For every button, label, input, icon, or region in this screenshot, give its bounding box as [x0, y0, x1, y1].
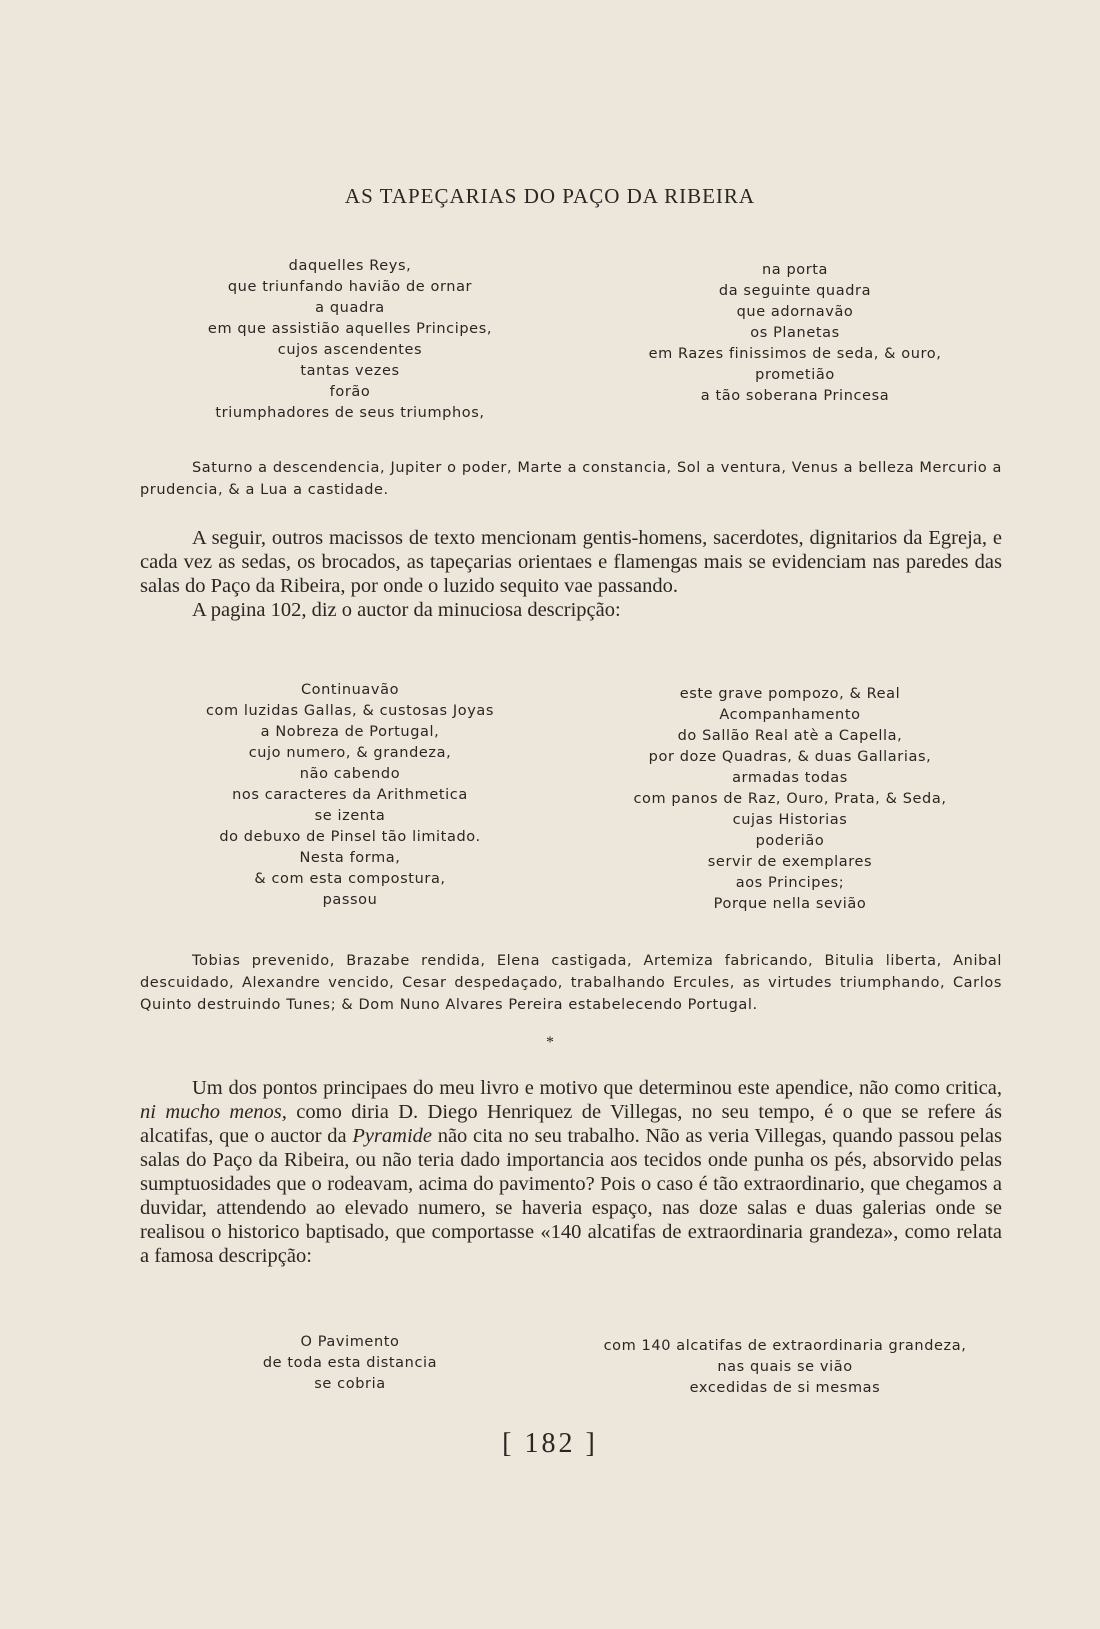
verse-line: cujas Historias	[732, 812, 848, 828]
verse-line: com luzidas Gallas, & custosas Joyas	[205, 703, 495, 719]
verse-line: a Nobreza de Portugal,	[260, 724, 440, 740]
verse-line: em Razes finissimos de seda, & ouro,	[648, 346, 942, 362]
verse-line: Acompanhamento	[719, 707, 861, 723]
body-text-1	[140, 526, 1002, 622]
verse-line: Continuavão	[300, 682, 400, 698]
verse-line: aos Principes;	[735, 875, 845, 891]
verse-line: que adornavão	[736, 304, 854, 320]
verse-line: nas quais se vião	[717, 1359, 853, 1375]
verse-line: poderião	[755, 833, 825, 849]
verse-line: & com esta compostura,	[254, 871, 446, 887]
paragraph-tapestry-histories: Tobias prevenido, Brazabe rendida, Elena castigada, Artemiza fabricando, Bitulia liberta, Anibal descuidado, Alexandre vencido, Cesar despedaçado, trabalhando Ercules, as virtudes triumphando, Carlos Quinto destruindo Tunes; & Dom Nuno Alvares Pereira estabelecendo Portugal.	[140, 953, 1002, 1013]
verse-line: forão	[329, 384, 371, 400]
verse-line: por doze Quadras, & duas Gallarias,	[648, 749, 932, 765]
verse-block-2-right	[600, 684, 980, 915]
verse-line: prometião	[755, 367, 835, 383]
verse-line: excedidas de si mesmas	[689, 1380, 881, 1396]
body-text-2	[140, 1076, 1002, 1268]
verse-line: se izenta	[314, 808, 386, 824]
verse-line: Porque nella sevião	[713, 896, 867, 912]
section-separator: *	[546, 1034, 554, 1051]
verse-line: na porta	[761, 262, 829, 278]
paragraph-planets: Saturno a descendencia, Jupiter o poder, Marte a constancia, Sol a ventura, Venus a belleza Mercurio a prudencia, & a Lua a castidade.	[140, 460, 1002, 498]
verse-line: O Pavimento	[300, 1334, 400, 1350]
verse-line: Nesta forma,	[299, 850, 401, 866]
verse-line: triumphadores de seus triumphos,	[215, 405, 485, 421]
verse-line: do debuxo de Pinsel tão limitado.	[219, 829, 481, 845]
verse-line: de toda esta distancia	[262, 1355, 438, 1371]
verse-line: que triunfando havião de ornar	[227, 279, 473, 295]
verse-line: a quadra	[315, 300, 385, 316]
verse-line: com panos de Raz, Ouro, Prata, & Seda,	[633, 791, 947, 807]
paragraph-macissos: A seguir, outros macissos de texto mencionam gentis-homens, sacerdotes, dignitarios da Egreja, e cada vez as sedas, os brocados, as tapeçarias orientaes e flamengas mais se evidenciam nas paredes das salas do Paço da Ribeira, por onde o luzido sequito vae passando.	[140, 527, 1002, 597]
verse-line: este grave pompozo, & Real	[679, 686, 901, 702]
verse-block-1-right	[615, 260, 975, 407]
verse-block-3-left	[170, 1332, 530, 1395]
verse-line: servir de exemplares	[707, 854, 873, 870]
verse-line: nos caracteres da Arithmetica	[232, 787, 468, 803]
verse-line: tantas vezes	[300, 363, 400, 379]
page-number: [ 182 ]	[502, 1428, 598, 1459]
verse-line: cujo numero, & grandeza,	[248, 745, 452, 761]
verse-line: em que assistião aquelles Principes,	[207, 321, 493, 337]
verse-block-1-left	[170, 256, 530, 424]
verse-line: os Planetas	[750, 325, 840, 341]
verse-line: não cabendo	[299, 766, 401, 782]
verse-line: se cobria	[314, 1376, 386, 1392]
verse-line: daquelles Reys,	[288, 258, 412, 274]
verse-block-3-right	[585, 1336, 985, 1399]
verse-line: armadas todas	[732, 770, 848, 786]
verse-line: da seguinte quadra	[718, 283, 872, 299]
verse-line: do Sallão Real atè a Capella,	[677, 728, 903, 744]
paragraph-pagina: A pagina 102, diz o auctor da minuciosa descripção:	[192, 599, 621, 621]
verse-line: com 140 alcatifas de extraordinaria grandeza,	[603, 1338, 967, 1354]
verse-line: passou	[322, 892, 378, 908]
verse-line: a tão soberana Princesa	[700, 388, 890, 404]
paragraph-alcatifas: Um dos pontos principaes do meu livro e motivo que determinou este apendice, não como critica, ni mucho menos, como diria D. Diego Henriquez de Villegas, no seu tempo, é o que se refere ás alcatifas, que o auctor da Pyramide não cita no seu trabalho. Não as veria Villegas, quando passou pelas salas do Paço da Ribeira, ou não teria dado importancia aos tecidos onde punha os pés, absorvido pelas sumptuosidades que o rodeavam, acima do pavimento? Pois o caso é tão extraordinario, que chegamos a duvidar, attendendo ao elevado numero, se haveria espaço, nas doze salas e duas galerias onde se realisou o historico baptisado, que comportasse «140 alcatifas de extraordinaria grandeza», como relata a famosa descripção:	[140, 1077, 1002, 1267]
verse-line: cujos ascendentes	[277, 342, 423, 358]
verse-block-2-left	[170, 680, 530, 911]
running-head: AS TAPEÇARIAS DO PAÇO DA RIBEIRA	[344, 184, 756, 208]
